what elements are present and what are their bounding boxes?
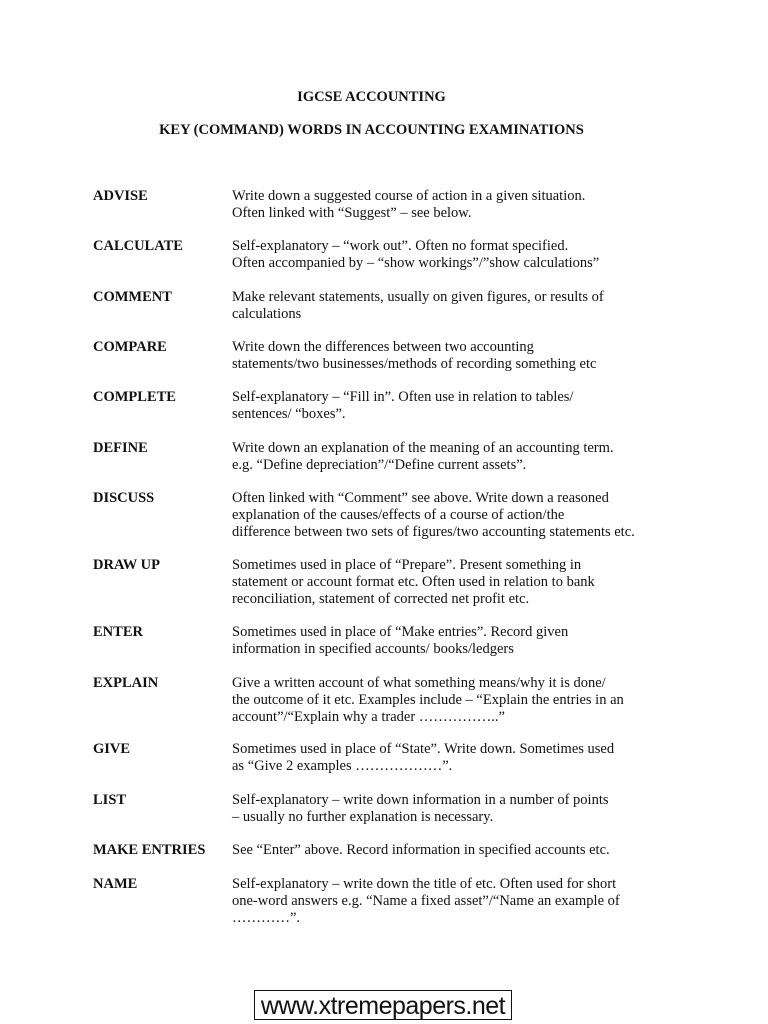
glossary-definition [232,339,672,373]
glossary-term: DRAW UP [93,557,160,573]
glossary-definition [232,842,672,859]
definition-line: Write down an explanation of the meaning of an accounting term. [232,440,614,456]
definition-line: statements/two businesses/methods of recording something etc [232,356,597,372]
definition-line: one-word answers e.g. “Name a fixed asset”/“Name an example of [232,893,620,909]
definition-line: as “Give 2 examples ………………”. [232,758,453,774]
glossary-definition [232,624,672,658]
glossary-term: COMPARE [93,339,167,355]
glossary-definition [232,557,672,608]
definition-line: Sometimes used in place of “Prepare”. Present something in [232,557,582,573]
glossary-term: GIVE [93,741,131,757]
glossary-definition [232,389,672,423]
definition-line: Give a written account of what something means/why it is done/ [232,675,606,691]
definition-line: the outcome of it etc. Examples include – “Explain the entries in an [232,692,624,708]
glossary-term: COMPLETE [93,389,176,405]
glossary-definition [232,876,672,927]
glossary-term: DISCUSS [93,490,155,506]
glossary-term: MAKE ENTRIES [93,842,206,858]
definition-line: information in specified accounts/ books/ledgers [232,641,514,657]
glossary-term: LIST [93,792,127,808]
definition-line: sentences/ “boxes”. [232,406,346,422]
definition-line: account”/“Explain why a trader ……………..” [232,709,505,725]
glossary-definition [232,440,672,474]
glossary-term: NAME [93,876,138,892]
definition-line: Write down the differences between two accounting [232,339,534,355]
definition-line: Self-explanatory – write down the title of etc. Often used for short [232,876,617,892]
definition-line: Often linked with “Suggest” – see below. [232,205,472,221]
definition-line: Self-explanatory – “work out”. Often no format specified. [232,238,569,254]
definition-line: reconciliation, statement of corrected net profit etc. [232,591,530,607]
definition-line: …………”. [232,910,301,926]
glossary-definition [232,741,672,775]
definition-line: statement or account format etc. Often used in relation to bank [232,574,595,590]
glossary-definition [232,490,672,541]
definition-line: Sometimes used in place of “State”. Write down. Sometimes used [232,741,615,757]
definition-line: Often accompanied by – “show workings”/”show calculations” [232,255,600,271]
glossary-definition [232,792,672,826]
definition-line: Self-explanatory – write down information in a number of points [232,792,609,808]
definition-line: Sometimes used in place of “Make entries”. Record given [232,624,569,640]
glossary-term: ADVISE [93,188,148,204]
definition-line: e.g. “Define depreciation”/“Define current assets”. [232,457,527,473]
glossary-definition [232,675,672,726]
definition-line: explanation of the causes/effects of a course of action/the [232,507,565,523]
definition-line: difference between two sets of figures/two accounting statements etc. [232,524,635,540]
glossary-term: EXPLAIN [93,675,159,691]
glossary-definition [232,289,672,323]
glossary-term: ENTER [93,624,143,640]
definition-line: Write down a suggested course of action in a given situation. [232,188,586,204]
definition-line: See “Enter” above. Record information in specified accounts etc. [232,842,610,858]
glossary-definition [232,238,672,272]
glossary-term: COMMENT [93,289,172,305]
glossary-term: CALCULATE [93,238,183,254]
document-subtitle: KEY (COMMAND) WORDS IN ACCOUNTING EXAMINATIONS [159,122,584,138]
glossary-definition [232,188,672,222]
definition-line: Make relevant statements, usually on given figures, or results of [232,289,604,305]
definition-line: Self-explanatory – “Fill in”. Often use in relation to tables/ [232,389,574,405]
website-watermark: www.xtremepapers.net [254,990,512,1020]
document-title: IGCSE ACCOUNTING [297,89,446,105]
glossary-term: DEFINE [93,440,148,456]
definition-line: calculations [232,306,302,322]
definition-line: – usually no further explanation is necessary. [232,809,494,825]
definition-line: Often linked with “Comment” see above. Write down a reasoned [232,490,609,506]
